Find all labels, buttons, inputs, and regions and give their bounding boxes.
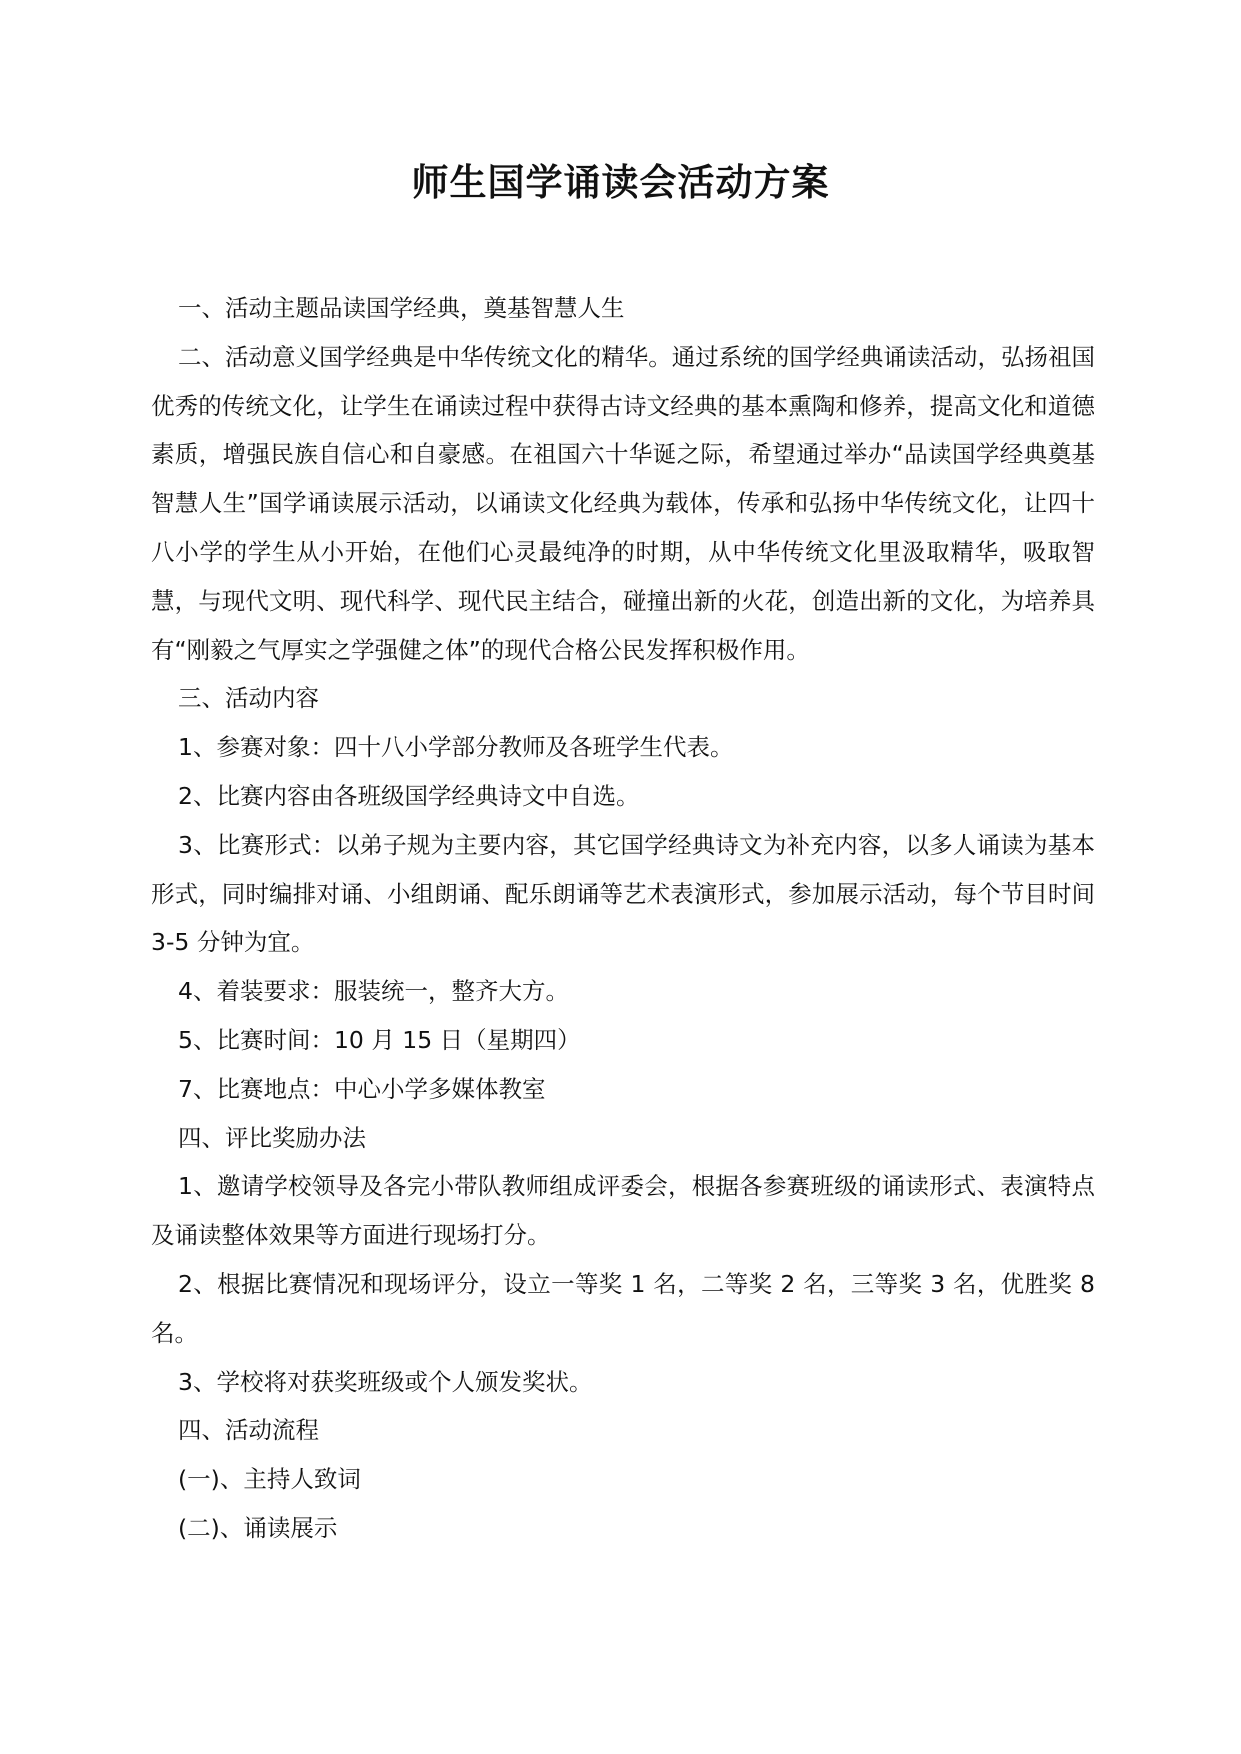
document-title: 师生国学诵读会活动方案 <box>411 161 830 204</box>
process-item-recitation: (二)、诵读展示 <box>178 1513 338 1542</box>
awards-item-prizes: 2、根据比赛情况和现场评分，设立一等奖 1 名，二等奖 2 名，三等奖 3 名，优胜奖 8 名。 <box>151 1269 1095 1347</box>
section-awards-heading: 四、评比奖励办法 <box>178 1123 366 1152</box>
content-item-format: 3、比赛形式：以弟子规为主要内容，其它国学经典诗文为补充内容，以多人诵读为基本形式，同时编排对诵、小组朗诵、配乐朗诵等艺术表演形式，参加展示活动，每个节目时间 3-5 分钟为宜。 <box>151 830 1095 957</box>
content-item-venue: 7、比赛地点：中心小学多媒体教室 <box>178 1074 546 1103</box>
process-item-host-speech: (一)、主持人致词 <box>178 1465 361 1494</box>
content-item-material: 2、比赛内容由各班级国学经典诗文中自选。 <box>178 781 640 810</box>
content-item-dress-code: 4、着装要求：服装统一，整齐大方。 <box>178 977 569 1006</box>
section-process-heading: 四、活动流程 <box>178 1416 319 1445</box>
content-item-participants: 1、参赛对象：四十八小学部分教师及各班学生代表。 <box>178 733 734 762</box>
section-significance: 二、活动意义国学经典是中华传统文化的精华。通过系统的国学经典诵读活动，弘扬祖国优秀的传统文化，让学生在诵读过程中获得古诗文经典的基本熏陶和修养，提高文化和道德素质，增强民族自信心和自豪感。在祖国六十华诞之际，希望通过举办“品读国学经典奠基智慧人生”国学诵读展示活动，以诵读文化经典为载体，传承和弘扬中华传统文化，让四十八小学的学生从小开始，在他们心灵最纯净的时期，从中华传统文化里汲取精华，吸取智慧，与现代文明、现代科学、现代民主结合，碰撞出新的火花，创造出新的文化，为培养具有“刚毅之气厚实之学强健之体”的现代合格公民发挥积极作用。 <box>151 342 1095 664</box>
awards-item-certificates: 3、学校将对获奖班级或个人颁发奖状。 <box>178 1367 593 1396</box>
awards-item-judges: 1、邀请学校领导及各完小带队教师组成评委会，根据各参赛班级的诵读形式、表演特点及诵读整体效果等方面进行现场打分。 <box>151 1172 1095 1250</box>
section-content-heading: 三、活动内容 <box>178 684 319 713</box>
section-theme: 一、活动主题品读国学经典，奠基智慧人生 <box>178 294 625 322</box>
document-body <box>151 284 1095 1553</box>
content-item-time: 5、比赛时间：10 月 15 日（星期四） <box>178 1025 581 1054</box>
